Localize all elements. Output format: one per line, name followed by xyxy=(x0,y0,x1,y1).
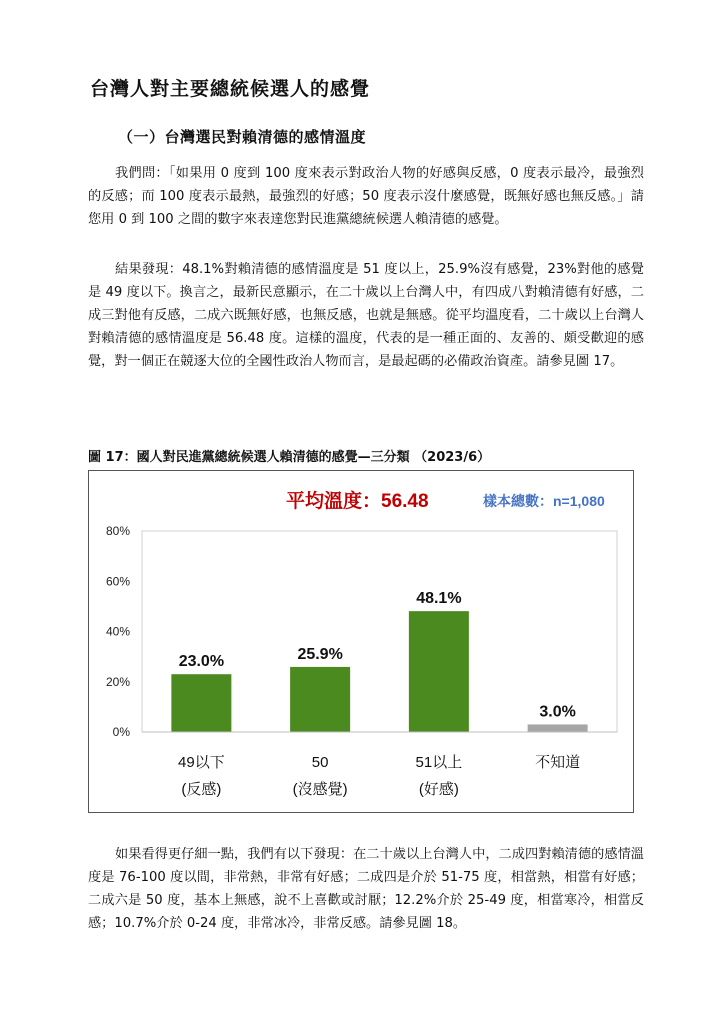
sample-size-label: 樣本總數：n=1,080 xyxy=(483,493,605,509)
data-label: 48.1% xyxy=(416,590,462,608)
average-temperature-label: 平均溫度：56.48 xyxy=(286,491,429,512)
category-label: 49以下 xyxy=(178,754,225,771)
paragraph-detail: 如果看得更仔細一點，我們有以下發現：在二十歲以上台灣人中，二成四對賴清德的感情溫度是 76-100 度以間，非常熱，非常有好感；二成四是介於 51-75 度，相當熱，相當有好感；二成六是 50 度，基本上無感，說不上喜歡或討厭；12.2%介於 25-49 度，相當寒冷，相當反感；10.7%介於 0-24 度，非常冰冷，非常反感。請參見圖 18。 xyxy=(88,847,644,931)
y-tick-label: 60% xyxy=(105,574,130,589)
bar xyxy=(528,724,588,732)
section-heading: （一）台灣選民對賴清德的感情溫度 xyxy=(118,128,367,146)
category-label: 51以上 xyxy=(415,754,463,771)
bar-chart xyxy=(89,471,635,814)
figure-title: 圖 17：國人對民進黨總統候選人賴清德的感覺—三分類 （2023/6） xyxy=(88,450,491,465)
category-sublabel: (好感) xyxy=(418,781,459,798)
paragraph-findings: 結果發現：48.1%對賴清德的感情溫度是 51 度以上，25.9%沒有感覺，23%對他的感覺是 49 度以下。換言之，最新民意顯示，在二十歲以上台灣人中，有四成八對賴清德有好感，二成三對他有反感，二成六既無好感，也無反感，也就是無感。從平均溫度看，二十歲以上台灣人對賴清德的感情溫度是 56.48 度。這樣的溫度，代表的是一種正面的、友善的、頗受歡迎的感覺，對一個正在競逐大位的全國性政治人物而言，是最起碼的必備政治資產。請參見圖 17。 xyxy=(88,262,644,369)
page-heading: 台灣人對主要總統候選人的感覺 xyxy=(90,78,371,100)
category-label: 不知道 xyxy=(535,754,581,771)
category-sublabel: (沒感覺) xyxy=(292,781,348,798)
data-label: 25.9% xyxy=(297,645,343,663)
y-tick-label: 40% xyxy=(105,624,130,639)
y-tick-label: 20% xyxy=(105,674,130,689)
category-label: 50 xyxy=(311,754,329,771)
data-label: 23.0% xyxy=(178,653,225,671)
paragraph-question: 我們問：「如果用 0 度到 100 度來表示對政治人物的好感與反感，0 度表示最冷，最強烈的反感；而 100 度表示最熱，最強烈的好感；50 度表示沒什麼感覺，既無好感也無反感。」請您用 0 到 100 之間的數字來表達您對民進黨總統候選人賴清德的感覺。 xyxy=(88,166,644,227)
bar xyxy=(290,667,350,732)
data-label: 3.0% xyxy=(539,703,576,721)
y-tick-label: 80% xyxy=(105,524,130,538)
y-tick-label: 0% xyxy=(112,725,130,739)
bar xyxy=(409,611,469,732)
bar xyxy=(171,674,231,732)
chart-frame xyxy=(88,470,634,813)
category-sublabel: (反感) xyxy=(181,781,222,798)
